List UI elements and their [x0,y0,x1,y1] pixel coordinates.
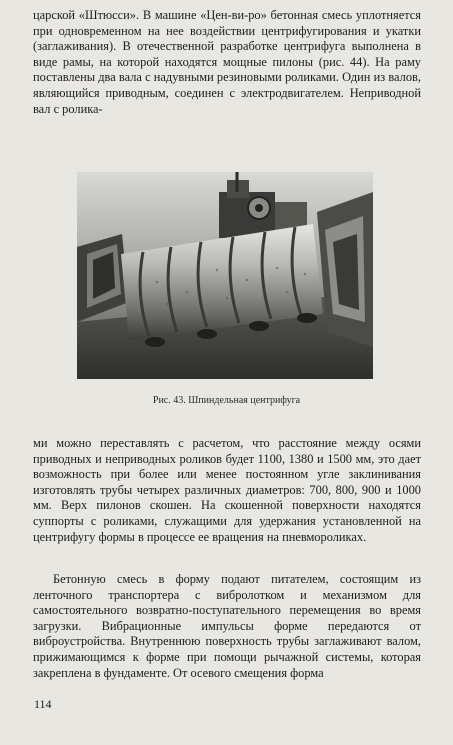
paragraph-3: Бетонную смесь в форму подают питателем, состоящим из ленточного транспортера с вибролотком и механизмом для самостоятельного возвратно-поступательного перемещения во время загрузки. Вибрационные импульсы форме передаются от виброустройства. Внутреннюю поверхность трубы заглаживают валом, прижимающимся к форме при помощи рычажной системы, которая закреплена в фундаменте. От осевого смещения форма [33,572,421,680]
figure-caption: Рис. 43. Шпиндельная центрифуга [152,395,301,406]
paragraph-1: царской «Штюсси». В машине «Цен-ви-ро» бетонная смесь уплотняется при одновременном на нее воздействии центрифугирования и укатки (заглаживания). В отечественной разработке центрифуга выполнена в виде рамы, на которой находятся мощные пилоны (рис. 44). На раму поставлены два вала с надувными резиновыми роликами. Один из валов, являющийся приводным, соединен с электродвигателем. Неприводной вал с ролика- [33,8,421,116]
centrifuge-photo [77,172,373,379]
centrifuge-illustration [77,172,373,379]
paragraph-2: ми можно переставлять с расчетом, что расстояние между осями приводных и неприводных роликов будет 1100, 1380 и 1500 мм, это дает возможность при более или менее постоянном угле заклинивания изготовлять трубы четырех различных диаметров: 700, 800, 900 и 1000 мм. Верх пилонов скошен. На скошенной поверхности находятся суппорты с роликами, служащими для удержания установленной на центрифугу формы в процессе ее вращения на пневмороликах. [33,436,421,544]
page-number: 114 [34,697,52,711]
